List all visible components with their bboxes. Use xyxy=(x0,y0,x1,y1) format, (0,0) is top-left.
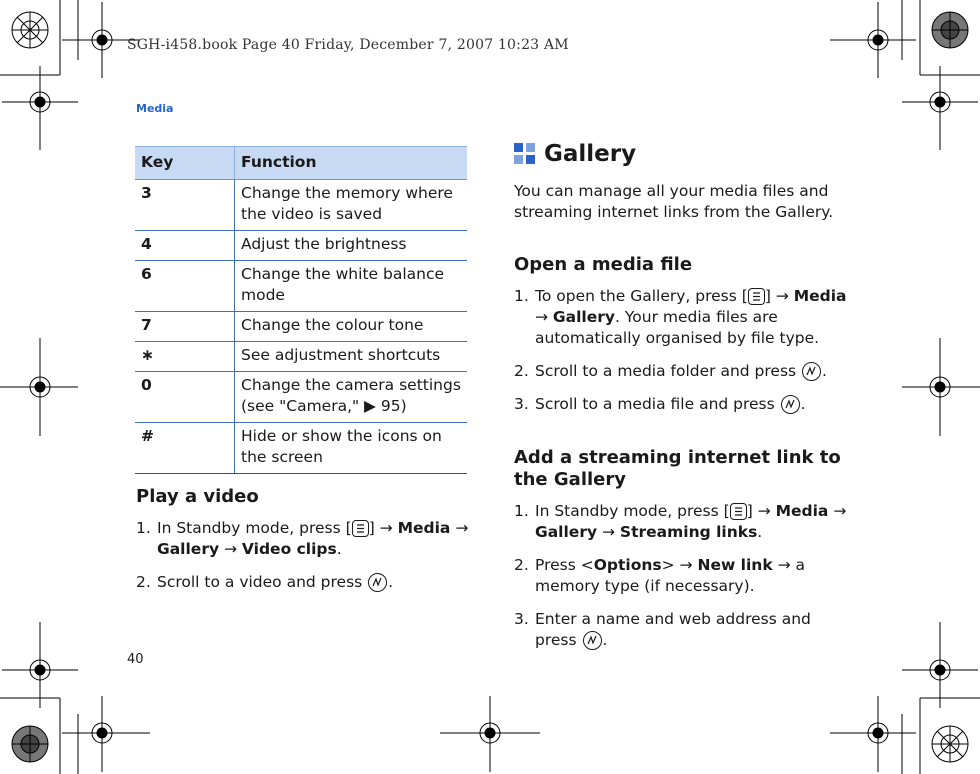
step-text: → a memory type (if necessary). xyxy=(535,556,805,595)
list-item xyxy=(514,609,849,651)
menu-label: Gallery xyxy=(157,540,220,558)
step-text: . xyxy=(822,362,827,380)
menu-label: Media xyxy=(793,287,847,305)
table-row xyxy=(135,261,467,312)
arrow-sep: → xyxy=(219,540,242,558)
function-cell: Change the colour tone xyxy=(235,312,468,342)
arrow-sep: → xyxy=(597,523,620,541)
function-cell: Hide or show the icons on the screen xyxy=(235,423,468,474)
page-number: 40 xyxy=(127,652,144,667)
menu-label: Video clips xyxy=(241,540,337,558)
key-cell: 0 xyxy=(135,372,235,423)
step-text: . xyxy=(602,631,608,649)
step-number: 2. xyxy=(514,556,529,574)
table-row xyxy=(135,342,467,372)
play-video-section xyxy=(136,486,471,605)
step-text: Scroll to a media file and press xyxy=(535,395,780,413)
table-row xyxy=(135,312,467,342)
function-cell: Change the camera settings (see "Camera," ▶ 95) xyxy=(235,372,468,423)
step-text: . xyxy=(757,523,763,541)
step-text: . xyxy=(800,395,806,413)
step-number: 2. xyxy=(514,362,529,380)
step-text: Press < xyxy=(535,556,594,574)
table-row xyxy=(135,231,467,261)
arrow-sep: → xyxy=(828,502,847,520)
step-number: 2. xyxy=(136,573,151,591)
play-video-heading: Play a video xyxy=(136,486,259,507)
list-item xyxy=(514,361,849,382)
function-cell: See adjustment shortcuts xyxy=(235,342,468,372)
arrow-sep: → xyxy=(450,519,469,537)
list-item xyxy=(514,555,849,597)
key-cell: 7 xyxy=(135,312,235,342)
list-item xyxy=(514,501,849,543)
key-cell: # xyxy=(135,423,235,474)
key-cell: 3 xyxy=(135,180,235,231)
table-row xyxy=(135,372,467,423)
ok-key-icon xyxy=(583,631,602,650)
gallery-title: Gallery xyxy=(544,141,637,167)
menu-key-icon xyxy=(748,288,765,305)
open-media-section xyxy=(514,254,849,427)
step-text: In Standby mode, press [ xyxy=(157,519,352,537)
key-cell: 4 xyxy=(135,231,235,261)
key-cell: 6 xyxy=(135,261,235,312)
step-text: Scroll to a media folder and press xyxy=(535,362,802,380)
step-text: To open the Gallery, press [ xyxy=(535,287,748,305)
step-text: ] → xyxy=(746,502,776,520)
section-label: Media xyxy=(136,102,174,115)
menu-label: Media xyxy=(397,519,451,537)
ok-key-icon xyxy=(781,395,800,414)
menu-key-icon xyxy=(352,520,369,537)
step-number: 1. xyxy=(514,287,529,305)
arrow-sep: → xyxy=(535,308,553,326)
step-number: 3. xyxy=(514,395,529,413)
step-text: ] → xyxy=(764,287,794,305)
list-item xyxy=(136,518,471,560)
table-row xyxy=(135,423,467,474)
menu-label: Streaming links xyxy=(619,523,758,541)
list-item xyxy=(514,286,849,349)
step-text: Scroll to a video and press xyxy=(157,573,368,591)
step-text: In Standby mode, press [ xyxy=(535,502,730,520)
step-number: 3. xyxy=(514,610,529,628)
step-text: . xyxy=(388,573,394,591)
step-text: > → xyxy=(661,556,698,574)
open-media-heading: Open a media file xyxy=(514,254,693,275)
step-number: 1. xyxy=(136,519,151,537)
streaming-section xyxy=(514,447,849,663)
list-item xyxy=(514,394,849,415)
print-slug: SGH-i458.book Page 40 Friday, December 7, 2007 10:23 AM xyxy=(127,37,569,53)
step-text: ] → xyxy=(368,519,398,537)
key-function-table xyxy=(135,146,467,474)
menu-label: Options xyxy=(593,556,662,574)
step-number: 1. xyxy=(514,502,529,520)
step-text: . xyxy=(336,540,342,558)
menu-key-icon xyxy=(730,503,747,520)
menu-label: Media xyxy=(775,502,829,520)
section-icon xyxy=(514,143,536,165)
menu-label: New link xyxy=(697,556,773,574)
step-text: . Your media files are automatically organised by file type. xyxy=(535,308,820,347)
streaming-heading: Add a streaming internet link to the Gallery xyxy=(514,447,841,490)
table-header-key: Key xyxy=(135,147,235,180)
table-row xyxy=(135,180,467,231)
step-text: Enter a name and web address and press xyxy=(535,610,811,649)
gallery-intro: You can manage all your media files and streaming internet links from the Gallery. xyxy=(514,182,834,221)
function-cell: Adjust the brightness xyxy=(235,231,468,261)
ok-key-icon xyxy=(802,362,821,381)
table-header-function: Function xyxy=(235,147,468,180)
list-item xyxy=(136,572,471,593)
ok-key-icon xyxy=(368,573,387,592)
menu-label: Gallery xyxy=(535,523,598,541)
function-cell: Change the white balance mode xyxy=(235,261,468,312)
menu-label: Gallery xyxy=(552,308,615,326)
gallery-heading xyxy=(514,141,636,167)
key-cell: ∗ xyxy=(135,342,235,372)
function-cell: Change the memory where the video is saved xyxy=(235,180,468,231)
